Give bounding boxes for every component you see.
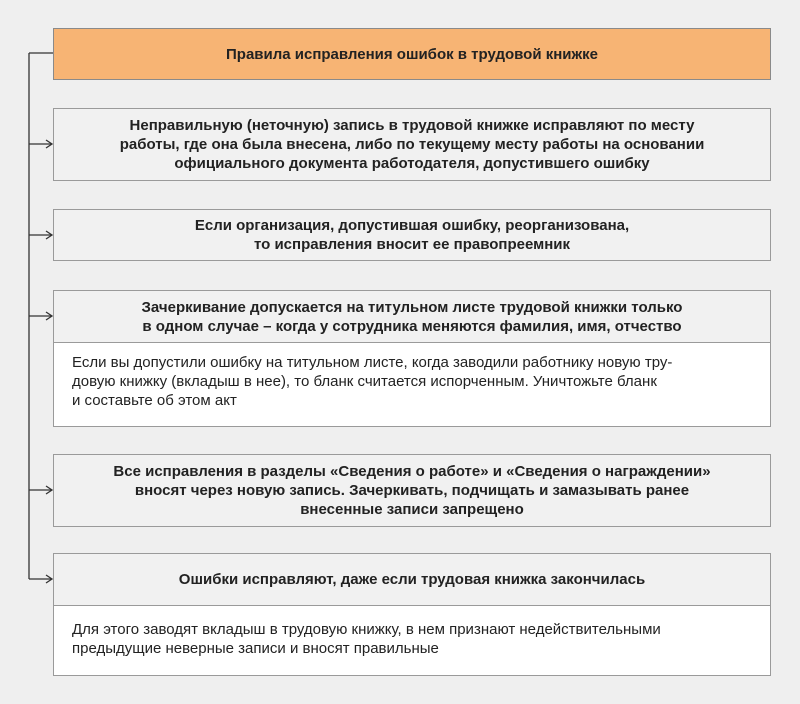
rule-3-heading [53, 290, 771, 343]
rule-5-note [53, 606, 771, 676]
rule-2-heading [53, 209, 771, 261]
rule-2-text: Если организация, допустившая ошибку, реорганизована, то исправления вносит ее правопреемник [194, 217, 630, 253]
rule-5-note-text: Для этого заводят вкладыш в трудовую книжку, в нем признают недействительными предыдущие неверные записи и вносят правильные [72, 621, 661, 657]
rule-3-note [53, 343, 771, 427]
rule-3-note-text: Если вы допустили ошибку на титульном листе, когда заводили работнику новую тру- довую книжку (вкладыш в нее), то бланк считается испорченным. Уничтожьте бланк и составьте об этом акт [72, 354, 673, 409]
diagram-title [53, 28, 771, 80]
rule-4-text: Все исправления в разделы «Сведения о работе» и «Сведения о награждении» вносят через новую запись. Зачеркивать, подчищать и замазывать ранее внесенные записи запрещено [113, 463, 711, 518]
title-text: Правила исправления ошибок в трудовой книжке [226, 45, 598, 63]
rule-1-text: Неправильную (неточную) запись в трудовой книжке исправляют по месту работы, где она была внесена, либо по текущему месту работы на основании официального документа работодателя, допустившего ошибку [119, 117, 705, 172]
rule-1-heading [53, 108, 771, 181]
rule-5-text: Ошибки исправляют, даже если трудовая книжка закончилась [178, 571, 646, 588]
rule-4-heading [53, 454, 771, 527]
rule-3-text: Зачеркивание допускается на титульном листе трудовой книжки только в одном случае – когда у сотрудника меняются фамилия, имя, отчество [141, 298, 683, 335]
rule-5-heading [53, 553, 771, 606]
